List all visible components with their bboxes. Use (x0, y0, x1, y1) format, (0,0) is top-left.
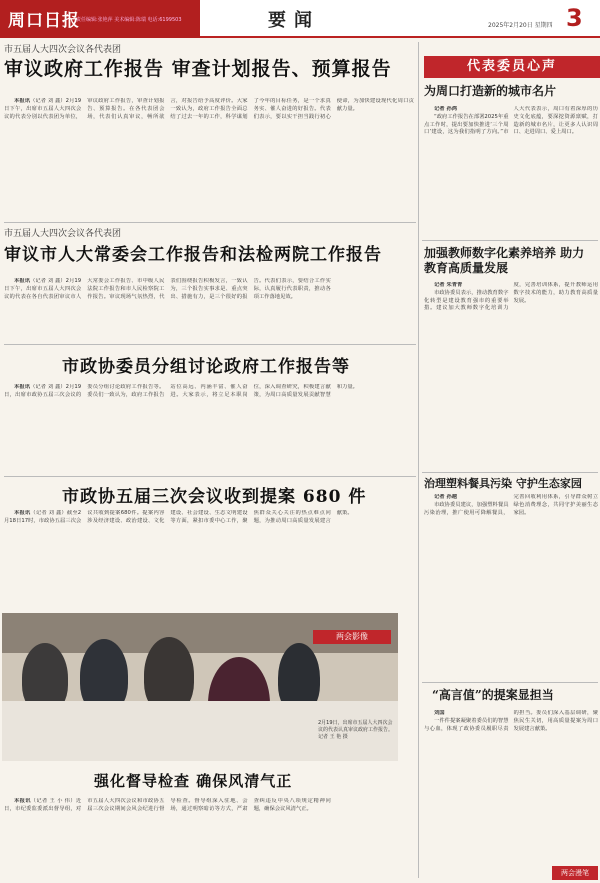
right-headline-2[interactable]: 加强教师数字化素养培养 助力教育高质量发展 (424, 246, 585, 275)
story4-text: （记者 刘 鑫）截至2月18日17时，市政协五届三次会议共收到提案680件。提案内容涉及经济建设、政治建设、文化建设、社会建设、生态文明建设等方面，紧扣市委中心工作，聚焦群众关心关注的热点难点问题，为推动周口高质量发展建言献策。 (4, 510, 353, 524)
photo-caption: 2月19日，出席市五届人大四次会议的代表认真审议政府工作报告。记者 王 艳 摄 (318, 720, 394, 740)
voices-banner-label: 代表委员心声 (466, 59, 557, 74)
masthead-brand-block (0, 0, 200, 38)
right-body-3 (424, 494, 598, 678)
right-text-4: 一件件提案凝聚着委员们的智慧与心血，体现了政协委员履职尽责的担当。委员们深入基层调研，聚焦民生关切，用高质量提案为周口发展建言献策。 (424, 710, 598, 732)
right-headline-1[interactable]: 为周口打造新的城市名片 (424, 84, 557, 98)
right-body-4 (424, 710, 598, 862)
page-number: 3 (566, 4, 583, 32)
editors-line: 责任编辑:张艳萍 美术编辑:陈瑞 电话:6199503 (76, 17, 182, 23)
story3-headline[interactable]: 市政协委员分组讨论政府工作报告等 (62, 357, 350, 377)
issue-date: 2025年2月20日 星期四 (488, 22, 553, 29)
story1-text: （记者 刘 鑫）2月19日下午，出席市五届人大四次会议的代表分别以代表团为单位，审议政府工作报告，审查计划报告、预算报告。在各代表团会场，代表们认真审议，畅所欲言，对报告给予高度评价。大家一致认为，政府工作报告全面总结了过去一年的工作，科学谋划了今年的目标任务，是一个求真务实、催人奋进的好报告。代表们表示，要以实干担当践行初心使命，为加快建设现代化周口贡献力量。 (4, 98, 414, 120)
story5-body (4, 798, 414, 878)
masthead (0, 0, 600, 38)
column-divider (418, 42, 419, 878)
story2-headline[interactable]: 审议市人大常委会工作报告和法检两院工作报告 (4, 245, 382, 265)
story1-byline: 本报讯 (14, 98, 31, 104)
commentary-tag: 两会漫笔 (552, 866, 598, 880)
right-byline-1: 记者 孙鸿 (434, 106, 458, 112)
divider (4, 476, 416, 477)
story1-body (4, 98, 414, 216)
story5-byline: 本报讯 (14, 798, 31, 804)
right-text-2: 市政协委员表示，推动教育数字化转型是建设教育强市的重要举措。建议加大教师数字化培训力度，完善培训体系，提升教师运用数字技术的能力，助力教育高质量发展。 (424, 282, 598, 312)
story5-headline[interactable]: 强化督导检查 确保风清气正 (94, 772, 293, 790)
story2-kicker: 市五届人大四次会议各代表团 (4, 229, 122, 239)
right-byline-3: 记者 孙越 (434, 494, 458, 500)
story2-byline: 本报讯 (14, 278, 31, 284)
photo-tag: 两会影像 (313, 630, 391, 644)
right-text-1: “政府工作报告在部署2025年重点工作时，提出要加快推进‘三个周口’建设，这为我们指明了方向。”市人大代表表示，周口有着深厚的历史文化底蕴，要深挖资源禀赋，打造新的城市名片，让更多人认识周口、走进周口、爱上周口。 (424, 106, 598, 136)
story4-byline: 本报讯 (14, 510, 31, 516)
divider (4, 344, 416, 345)
story5-text: （记者 王 小 伟）近日，市纪委监委派出督导组，对市五届人大四次会议和市政协五届三次会议期间会风会纪进行督导检查。督导组深入驻地、会场，通过明察暗访等方式，严肃查纠违反中央八项规定精神问题，确保会议风清气正。 (4, 798, 331, 812)
divider (422, 240, 598, 241)
divider (422, 472, 598, 473)
divider (422, 682, 598, 683)
right-text-3: 市政协委员建议，加强塑料餐具污染治理，推广使用可降解餐具，完善回收利用体系，引导群众树立绿色消费理念，共同守护美丽生态家园。 (424, 494, 598, 516)
story3-body (4, 384, 414, 470)
section-title: 要闻 (268, 10, 320, 31)
story3-text: （记者 刘 鑫）2月19日，出席市政协五届三次会议的委员分组讨论政府工作报告等。委员们一致认为，政府工作报告站位高远、内涵丰富、催人奋进。大家表示，将立足本职岗位，深入调查研究，积极建言献策，为周口高质量发展贡献智慧和力量。 (4, 384, 358, 398)
story2-text: （记者 刘 鑫）2月19日下午，出席市五届人大四次会议的代表在各自代表团审议市人大常委会工作报告、市中级人民法院工作报告和市人民检察院工作报告。审议现场气氛热烈，代表们围绕报告积极发言，一致认为，三个报告实事求是、重点突出、措施有力，是三个很好的报告。代表们表示，要结合工作实际，认真履行代表职责，推动各项工作落地见效。 (4, 278, 331, 300)
right-headline-4[interactable]: “高言值”的提案显担当 (432, 688, 554, 702)
story4-headline[interactable]: 市政协五届三次会议收到提案 680 件 (62, 487, 367, 507)
right-body-1 (424, 106, 598, 236)
story1-headline[interactable]: 审议政府工作报告 审查计划报告、预算报告 (4, 58, 392, 80)
story4-body (4, 510, 414, 608)
story2-body (4, 278, 414, 338)
story1-kicker: 市五届人大四次会议各代表团 (4, 45, 122, 55)
right-byline-2: 记者 朱青青 (434, 282, 463, 288)
right-byline-4: 刘国 (434, 710, 445, 716)
story3-byline: 本报讯 (14, 384, 31, 390)
divider (4, 222, 416, 223)
right-body-2 (424, 282, 598, 468)
newspaper-logo: 周口日报 (8, 11, 80, 31)
voices-banner (424, 56, 600, 78)
right-headline-3[interactable]: 治理塑料餐具污染 守护生态家园 (424, 477, 582, 490)
